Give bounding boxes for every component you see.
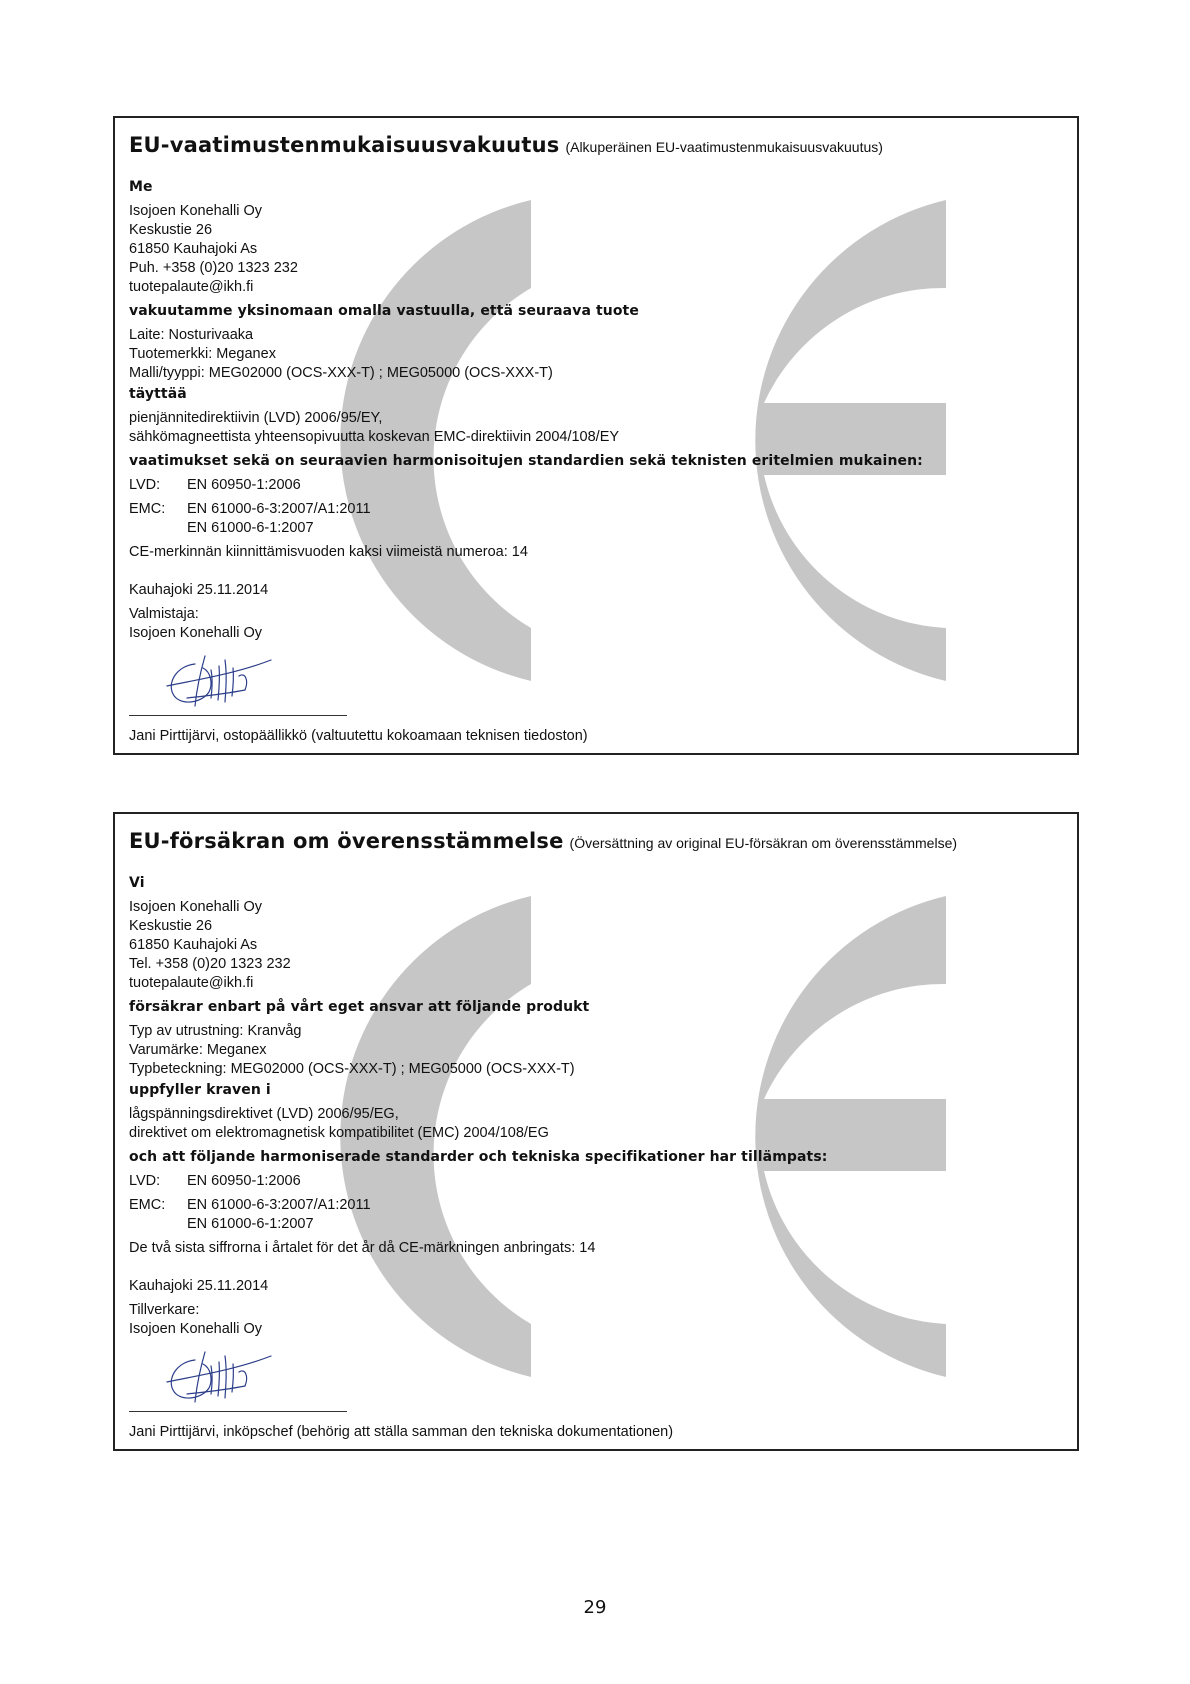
directive-emc: direktivet om elektromagnetisk kompatibilitet (EMC) 2004/108/EG: [129, 1125, 549, 1141]
declaration-swedish: [113, 812, 1079, 1451]
signature-image: [165, 1342, 275, 1408]
emc-standard-1: EN 61000-6-3:2007/A1:2011: [187, 1197, 371, 1213]
we-heading: Vi: [129, 875, 145, 891]
lvd-standard: EN 60950-1:2006: [187, 477, 301, 493]
declare-heading: vakuutamme yksinomaan omalla vastuulla, että seuraava tuote: [129, 303, 639, 319]
place-date: Kauhajoki 25.11.2014: [129, 582, 269, 598]
phone-number: Tel. +358 (0)20 1323 232: [129, 956, 291, 972]
product-model: Typbeteckning: MEG02000 (OCS-XXX-T) ; MEG05000 (OCS-XXX-T): [129, 1061, 575, 1077]
lvd-label: LVD:: [129, 1173, 161, 1189]
standard-emc-row: [129, 1196, 371, 1214]
manufacturer-name: Isojoen Konehalli Oy: [129, 1321, 262, 1337]
lvd-label: LVD:: [129, 477, 161, 493]
street-address: Keskustie 26: [129, 222, 213, 238]
product-device: Laite: Nosturivaaka: [129, 327, 254, 343]
declaration-title-row: [129, 132, 883, 161]
ce-year-statement: CE-merkinnän kiinnittämisvuoden kaksi viimeistä numeroa: 14: [129, 544, 528, 560]
standard-lvd-row: [129, 1172, 301, 1190]
place-date: Kauhajoki 25.11.2014: [129, 1278, 269, 1294]
fulfils-heading: täyttää: [129, 386, 187, 402]
standards-heading: vaatimukset sekä on seuraavien harmonisoitujen standardien sekä teknisten eritelmien mukainen:: [129, 453, 923, 469]
signature-line: [129, 1411, 347, 1412]
declaration-finnish: [113, 116, 1079, 755]
directive-lvd: lågspänningsdirektivet (LVD) 2006/95/EG,: [129, 1106, 399, 1122]
postal-address: 61850 Kauhajoki As: [129, 937, 258, 953]
declaration-title: EU-vaatimustenmukaisuusvakuutus: [129, 133, 560, 157]
company-name: Isojoen Konehalli Oy: [129, 899, 262, 915]
declaration-subtitle: (Översättning av original EU-försäkran om överensstämmelse): [569, 835, 958, 851]
email-address: tuotepalaute@ikh.fi: [129, 279, 254, 295]
directive-emc: sähkömagneettista yhteensopivuutta koskevan EMC-direktiivin 2004/108/EY: [129, 429, 620, 445]
manufacturer-name: Isojoen Konehalli Oy: [129, 625, 262, 641]
fulfils-heading: uppfyller kraven i: [129, 1082, 271, 1098]
product-brand: Tuotemerkki: Meganex: [129, 346, 276, 362]
emc-standard-2: EN 61000-6-1:2007: [187, 520, 314, 536]
standards-heading: och att följande harmoniserade standarder och tekniska specifikationer har tillämpats:: [129, 1149, 828, 1165]
product-model: Malli/tyyppi: MEG02000 (OCS-XXX-T) ; MEG05000 (OCS-XXX-T): [129, 365, 553, 381]
signatory: Jani Pirttijärvi, ostopäällikkö (valtuutettu kokoamaan teknisen tiedoston): [129, 728, 588, 744]
standard-emc-row: [129, 500, 371, 518]
phone-number: Puh. +358 (0)20 1323 232: [129, 260, 298, 276]
emc-standard-1: EN 61000-6-3:2007/A1:2011: [187, 501, 371, 517]
product-brand: Varumärke: Meganex: [129, 1042, 267, 1058]
emc-standard-2: EN 61000-6-1:2007: [187, 1216, 314, 1232]
manufacturer-label: Tillverkare:: [129, 1302, 200, 1318]
declare-heading: försäkrar enbart på vårt eget ansvar att följande produkt: [129, 999, 590, 1015]
declaration-title: EU-försäkran om överensstämmelse: [129, 829, 564, 853]
declaration-title-row: [129, 828, 957, 857]
emc-label: EMC:: [129, 501, 166, 517]
company-name: Isojoen Konehalli Oy: [129, 203, 262, 219]
emc-label: EMC:: [129, 1197, 166, 1213]
manufacturer-label: Valmistaja:: [129, 606, 199, 622]
email-address: tuotepalaute@ikh.fi: [129, 975, 254, 991]
product-device: Typ av utrustning: Kranvåg: [129, 1023, 302, 1039]
signature-line: [129, 715, 347, 716]
directive-lvd: pienjännitedirektiivin (LVD) 2006/95/EY,: [129, 410, 383, 426]
signature-image: [165, 646, 275, 712]
ce-year-statement: De två sista siffrorna i årtalet för det år då CE-märkningen anbringats: 14: [129, 1240, 596, 1256]
signatory: Jani Pirttijärvi, inköpschef (behörig att ställa samman den tekniska dokumentationen): [129, 1424, 674, 1440]
we-heading: Me: [129, 179, 153, 195]
postal-address: 61850 Kauhajoki As: [129, 241, 258, 257]
lvd-standard: EN 60950-1:2006: [187, 1173, 301, 1189]
declaration-subtitle: (Alkuperäinen EU-vaatimustenmukaisuusvakuutus): [565, 139, 883, 155]
standard-lvd-row: [129, 476, 301, 494]
street-address: Keskustie 26: [129, 918, 213, 934]
page-number: 29: [583, 1597, 607, 1618]
